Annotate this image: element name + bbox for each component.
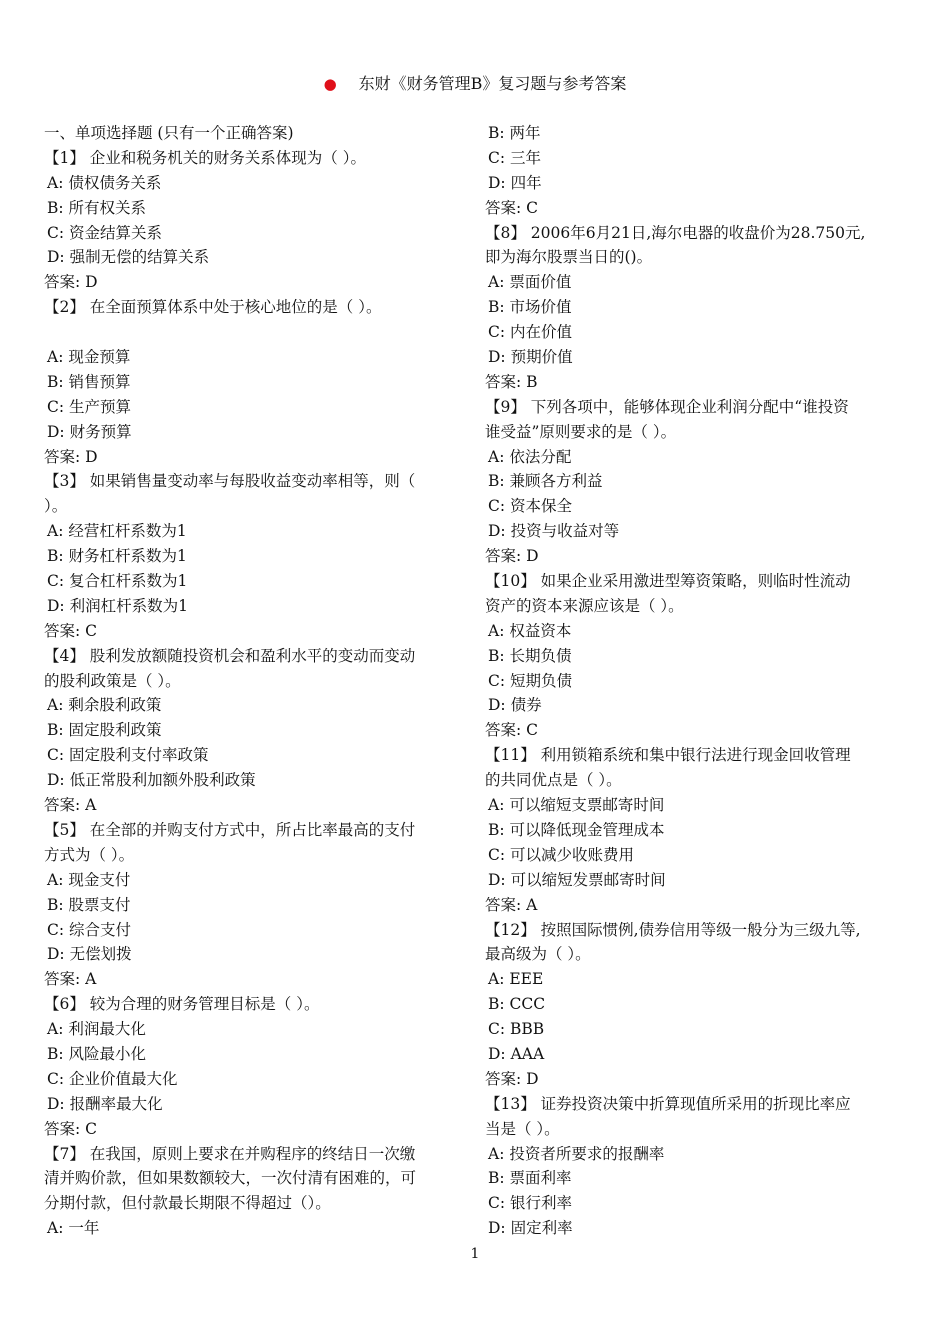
answer-option: B: 固定股利政策 [47,721,162,740]
question-text: 【7】 在我国，原则上要求在并购程序的终结日一次缴 [44,1144,416,1163]
answer-option: B: 所有权关系 [47,198,147,217]
answer-option: B: 票面利率 [488,1169,572,1188]
question-text: 当是（ ）。 [485,1119,560,1138]
answer-option: D: 财务预算 [47,422,132,441]
answer-option: C: 三年 [488,148,542,167]
answer-option: C: 复合杠杆系数为1 [47,572,188,591]
question-text: 【5】 在全部的并购支付方式中，所占比率最高的支付 [44,820,416,839]
document-title-row [0,71,950,97]
question-text: 最高级为（ ）。 [485,945,591,964]
answer-option: A: 剩余股利政策 [47,696,162,715]
answer-key: 答案: A [485,895,538,914]
answer-option: D: 强制无偿的结算关系 [47,248,210,267]
answer-option: B: 长期负债 [488,646,572,665]
answer-key: 答案: D [44,273,98,292]
section-heading: 一、单项选择题 (只有一个正确答案) [44,124,294,142]
blank-line [44,320,454,345]
answer-option: C: BBB [488,1020,545,1039]
answer-option: A: 利润最大化 [47,1020,146,1039]
answer-option: C: 可以减少收账费用 [488,845,635,864]
answer-option: C: 固定股利支付率政策 [47,746,209,765]
answer-option: D: 四年 [488,173,542,192]
answer-option: A: 一年 [47,1219,100,1238]
answer-option: B: 股票支付 [47,895,131,914]
answer-option: B: CCC [488,995,546,1014]
answer-option: A: 可以缩短支票邮寄时间 [488,796,665,815]
answer-key: 答案: B [485,372,538,391]
answer-option: D: 低正常股利加额外股利政策 [47,771,256,790]
answer-option: C: 短期负债 [488,671,573,690]
question-text: 资产的资本来源应该是（ ）。 [485,596,684,615]
question-text: 清并购价款，但如果数额较大，一次付清有困难的，可 [44,1169,417,1188]
answer-option: D: AAA [488,1044,545,1063]
question-text: ）。 [44,497,68,516]
answer-option: C: 资金结算关系 [47,223,163,242]
answer-option: A: 权益资本 [488,621,572,640]
answer-option: B: 风险最小化 [47,1044,147,1063]
question-text: 【4】 股利发放额随投资机会和盈利水平的变动而变动 [44,646,416,665]
answer-key: 答案: C [44,1119,98,1138]
question-text: 即为海尔股票当日的()。 [485,248,653,267]
answer-option: A: 债权债务关系 [47,173,162,192]
answer-option: C: 银行利率 [488,1194,573,1213]
question-text: 【2】 在全面预算体系中处于核心地位的是（ ）。 [44,298,382,317]
answer-option: D: 预期价值 [488,348,573,367]
question-text: 【10】 如果企业采用激进型筹资策略，则临时性流动 [485,572,851,591]
answer-option: A: 依法分配 [488,447,572,466]
question-text: 【11】 利用锁箱系统和集中银行法进行现金回收管理 [485,746,851,765]
answer-key: 答案: A [44,970,97,989]
question-text: 【13】 证券投资决策中折算现值所采用的折现比率应 [485,1094,851,1113]
answer-key: 答案: C [485,721,539,740]
question-text: 【12】 按照国际惯例,债券信用等级一般分为三级九等, [485,920,861,939]
question-text: 【8】 2006年6月21日,海尔电器的收盘价为28.750元, [485,223,866,242]
answer-option: D: 可以缩短发票邮寄时间 [488,870,666,889]
answer-option: C: 生产预算 [47,397,132,416]
answer-key: 答案: D [485,1069,539,1088]
question-text: 【9】 下列各项中，能够体现企业利润分配中“谁投资 [485,397,849,416]
answer-option: B: 销售预算 [47,372,131,391]
question-text: 【3】 如果销售量变动率与每股收益变动率相等，则（ [44,472,416,491]
page-number: 1 [470,1246,480,1262]
answer-option: A: EEE [488,970,544,989]
answer-option: B: 兼顾各方利益 [488,472,603,491]
answer-option: B: 市场价值 [488,298,572,317]
answer-key: 答案: C [44,621,98,640]
answer-option: A: 现金预算 [47,348,131,367]
question-text: 谁受益”原则要求的是（ ）。 [485,422,677,441]
answer-key: 答案: D [44,447,98,466]
answer-option: D: 报酬率最大化 [47,1094,163,1113]
left-column [44,121,454,1241]
answer-key: 答案: D [485,547,539,566]
question-text: 【6】 较为合理的财务管理目标是（ ）。 [44,995,320,1014]
answer-option: A: 投资者所要求的报酬率 [488,1144,665,1163]
question-text: 分期付款，但付款最长期限不得超过（）。 [44,1194,331,1213]
answer-option: D: 债券 [488,696,542,715]
document-title: 东财《财务管理B》复习题与参考答案 [358,74,627,93]
answer-option: C: 企业价值最大化 [47,1069,178,1088]
answer-option: A: 票面价值 [488,273,572,292]
question-text: 的共同优点是（ ）。 [485,771,622,790]
answer-option: C: 综合支付 [47,920,132,939]
answer-option: D: 利润杠杆系数为1 [47,596,188,615]
right-column [485,121,895,1241]
question-text: 【1】 企业和税务机关的财务关系体现为（ ）。 [44,148,366,167]
answer-option: D: 无偿划拨 [47,945,132,964]
answer-option: B: 财务杠杆系数为1 [47,547,187,566]
answer-option: B: 两年 [488,124,541,142]
answer-option: D: 投资与收益对等 [488,522,620,541]
answer-option: D: 固定利率 [488,1219,573,1238]
answer-option: B: 可以降低现金管理成本 [488,820,665,839]
answer-option: C: 资本保全 [488,497,573,516]
bullet-icon: ● [323,75,337,93]
answer-key: 答案: A [44,796,97,815]
answer-key: 答案: C [485,198,539,217]
answer-option: A: 经营杠杆系数为1 [47,522,187,541]
answer-option: A: 现金支付 [47,870,131,889]
question-text: 的股利政策是（ ）。 [44,671,181,690]
answer-option: C: 内在价值 [488,323,573,342]
question-text: 方式为（ ）。 [44,845,135,864]
